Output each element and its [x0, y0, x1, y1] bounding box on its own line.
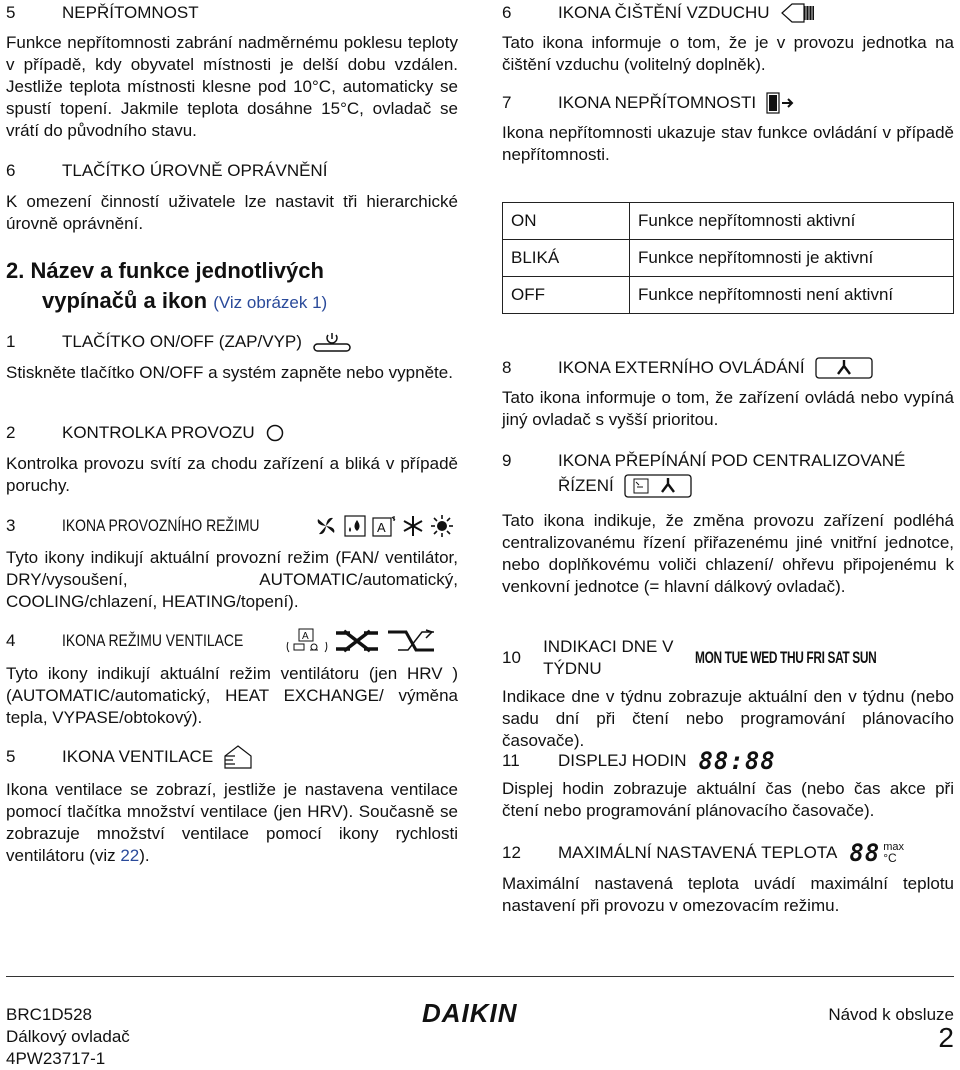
item-air-cleaning: [502, 2, 954, 76]
footer-code: 4PW23717-1: [6, 1049, 106, 1068]
item-title: MAXIMÁLNÍ NASTAVENÁ TEPLOTA: [558, 843, 838, 862]
svg-text:A: A: [377, 520, 386, 535]
item-ventilation-mode: [6, 628, 458, 729]
item-external-control: [502, 357, 954, 431]
footer-divider: [6, 976, 954, 977]
item-text: Maximální nastavená teplota uvádí maximální teplotu nastavení při provozu v omezovacím režimu.: [502, 874, 954, 915]
power-button-icon: [312, 330, 352, 354]
fan-mode-icon: [314, 515, 338, 537]
item-text: Tato ikona indikuje, že změna provozu zařízení podléhá centralizovanému řízení přiřazenému jiné vnitřní jednotce, nebo doplňkovému voliči chlazení/ ohřevu připojenému k venkovní jednotce (= hlavní dálkový ovladač).: [502, 511, 954, 596]
heating-mode-icon: [430, 514, 454, 538]
item-title: INDIKACI DNE V TÝDNU: [543, 637, 674, 678]
footer-product: Dálkový ovladač: [6, 1027, 130, 1046]
item-title: KONTROLKA PROVOZU: [62, 423, 255, 442]
item-number: 8: [502, 358, 512, 377]
table-row: [503, 203, 954, 240]
clock-segment-display: 88:88: [698, 747, 776, 775]
item-text: Indikace dne v týdnu zobrazuje aktuální den v týdnu (nebo sadu dní při čtení nebo programování plánovacího časovače).: [502, 687, 954, 750]
item-max-temperature: [502, 839, 954, 917]
table-cell-state: OFF: [503, 277, 630, 314]
absence-status-table: [502, 202, 954, 314]
ventilation-icon: [223, 744, 253, 770]
item-operation-mode: [6, 514, 458, 613]
table-row: [503, 277, 954, 314]
hrv-label: HRV: [406, 664, 443, 683]
auto-mode-icon: [372, 515, 396, 537]
item-centralized-control: [502, 450, 954, 598]
item-number: 3: [6, 516, 16, 535]
external-control-icon: [815, 357, 873, 379]
section-text: K omezení činností uživatele lze nastavit tři hierarchické úrovně oprávnění.: [6, 192, 458, 233]
centralized-control-icon: [624, 474, 692, 498]
section-title: NEPŘÍTOMNOST: [62, 3, 199, 22]
heat-exchange-icon: [334, 629, 380, 653]
item-operation-lamp: [6, 422, 458, 497]
chapter-title-line1: 2. Název a funkce jednotlivých: [6, 258, 324, 283]
item-text-part: ).: [139, 846, 150, 865]
item-text: Kontrolka provozu svítí za chodu zařízení a bliká v případě poruchy.: [6, 454, 458, 495]
item-day-of-week: [502, 636, 954, 752]
item-number: 2: [6, 423, 16, 442]
table-cell-description: Funkce nepřítomnosti není aktivní: [630, 277, 954, 314]
item-number: 12: [502, 843, 521, 862]
chapter-title-line2: vypínačů a ikon: [42, 288, 208, 313]
absence-icon: [766, 92, 794, 114]
item-title: IKONA ČIŠTĚNÍ VZDUCHU: [558, 3, 770, 22]
item-number: 9: [502, 451, 512, 470]
cooling-mode-icon: [402, 515, 424, 537]
item-text-part: Tyto ikony indikují aktuální režim ventilátoru (jen: [6, 664, 398, 683]
item-number: 7: [502, 93, 512, 112]
item-title: IKONA EXTERNÍHO OVLÁDÁNÍ: [558, 358, 805, 377]
max-label: max: [883, 841, 904, 853]
footer-manual-title: Návod k obsluze: [828, 1005, 954, 1024]
item-text: Displej hodin zobrazuje aktuální čas (nebo čas akce při čtení nebo programování plánovacího časovače).: [502, 779, 954, 820]
ventilation-auto-icon: [286, 628, 328, 654]
table-cell-state: BLIKÁ: [503, 240, 630, 277]
item-text: Tato ikona informuje o tom, že zařízení ovládá nebo vypíná jiný ovladač s vyšší prioritou.: [502, 388, 954, 429]
item-text-part: ). Současně se zobrazuje množství ventilace pomocí ikony rychlosti ventilátoru (viz: [6, 802, 458, 865]
page-reference-link[interactable]: 22: [120, 846, 140, 865]
section-text: Funkce nepřítomnosti zabrání nadměrnému poklesu teploty v případě, kdy obyvatel místnosti je delší dobu vzdálen. Jestliže teplota místnosti klesne pod 10°C, automaticky se spustí topení. Jakmile teplota dosáhne 15°C, ovladač se vrátí do původního stavu.: [6, 33, 458, 140]
section-permission-button: [6, 160, 458, 235]
item-number: 4: [6, 631, 16, 650]
item-clock-display: [502, 747, 954, 822]
svg-text:A: A: [302, 631, 309, 642]
dry-mode-icon: [344, 515, 366, 537]
item-number: 5: [6, 3, 16, 22]
item-title: IKONA NEPŘÍTOMNOSTI: [558, 93, 757, 112]
day-of-week-display: MON TUE WED THU FRI SAT SUN: [694, 648, 877, 667]
item-number: 6: [6, 161, 16, 180]
table-cell-state: ON: [503, 203, 630, 240]
item-title: DISPLEJ HODIN: [558, 751, 687, 770]
item-number: 6: [502, 3, 512, 22]
item-text: [6, 779, 458, 867]
item-text: Tato ikona informuje o tom, že je v provozu jednotka na čištění vzduchu (volitelný doplněk).: [502, 33, 954, 74]
celsius-unit: °C: [883, 851, 897, 865]
item-title: IKONA VENTILACE: [62, 747, 214, 766]
table-cell-description: Funkce nepřítomnosti je aktivní: [630, 240, 954, 277]
item-number: 5: [6, 747, 16, 766]
air-cleaning-icon: [780, 2, 816, 24]
hrv-label: HRV: [307, 802, 343, 821]
table-cell-description: Funkce nepřítomnosti aktivní: [630, 203, 954, 240]
item-text: [6, 663, 458, 729]
item-number: 10: [502, 648, 521, 667]
section-title: TLAČÍTKO ÚROVNĚ OPRÁVNĚNÍ: [62, 161, 328, 180]
chapter-heading: [6, 256, 458, 318]
item-number: 1: [6, 332, 16, 351]
figure-reference: (Viz obrázek 1): [213, 293, 328, 312]
item-on-off-button: [6, 330, 458, 384]
item-title-continued: ŘÍZENÍ: [558, 476, 614, 495]
item-title: IKONA PROVOZNÍHO REŽIMU: [62, 516, 260, 535]
item-text: Ikona nepřítomnosti ukazuje stav funkce ovládání v případě nepřítomnosti.: [502, 123, 954, 164]
daikin-logo: DAIKIN: [422, 998, 518, 1028]
item-text-part: Ikona ventilace se zobrazí, jestliže je nastavena ventilace pomocí tlačítka množství ventilace (jen: [6, 780, 458, 821]
footer-model: BRC1D528: [6, 1005, 92, 1024]
item-absence-icon: [502, 92, 954, 166]
item-text: Tyto ikony indikují aktuální provozní režim (FAN/ ventilátor, DRY/vysoušení, AUTOMATIC/automatický, COOLING/chlazení, HEATING/topení).: [6, 548, 458, 611]
page-number: 2: [938, 1022, 954, 1053]
item-text: Stiskněte tlačítko ON/OFF a systém zapněte nebo vypněte.: [6, 363, 453, 382]
operation-lamp-icon: [265, 423, 285, 443]
item-title: IKONA PŘEPÍNÁNÍ POD CENTRALIZOVANÉ: [558, 451, 906, 470]
item-text-part: ) (AUTOMATIC/automatický, HEAT EXCHANGE/ výměna tepla, VYPASE/obtokový).: [6, 664, 458, 727]
item-number: 11: [502, 751, 520, 770]
item-title: IKONA REŽIMU VENTILACE: [62, 631, 244, 650]
item-ventilation: [6, 744, 458, 867]
temperature-segment-display: 88: [849, 839, 881, 867]
section-absence: [6, 2, 458, 142]
item-title: TLAČÍTKO ON/OFF (ZAP/VYP): [62, 332, 302, 351]
bypass-icon: [386, 628, 436, 654]
table-row: [503, 240, 954, 277]
